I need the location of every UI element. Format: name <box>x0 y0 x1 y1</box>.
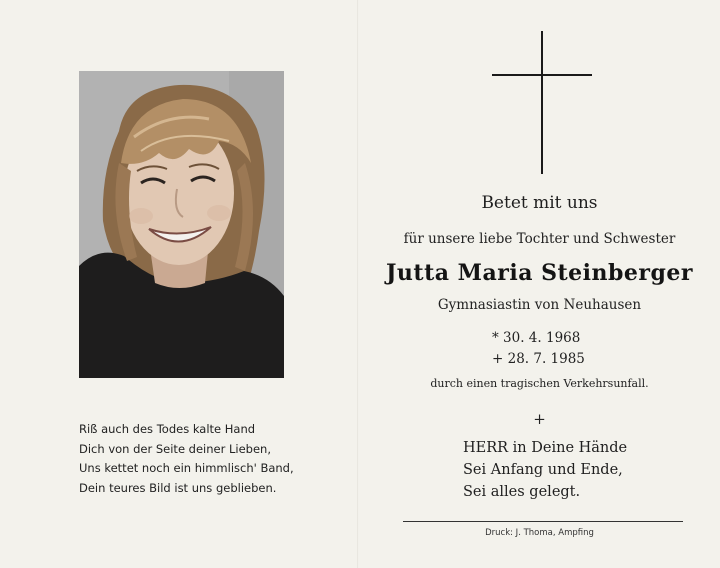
poem-line: Dich von der Seite deiner Lieben, <box>79 441 271 456</box>
right-panel <box>359 0 720 568</box>
cross-icon <box>492 31 592 174</box>
divider-line <box>403 521 683 522</box>
verse-line: Sei Anfang und Ende, <box>463 462 623 478</box>
small-cross-icon: + <box>533 410 546 428</box>
portrait-photo <box>79 71 284 378</box>
prayer-heading: Betet mit uns <box>481 193 598 213</box>
printer-credit: Druck: J. Thoma, Ampfing <box>485 528 594 538</box>
closing-verse <box>463 437 627 503</box>
left-panel <box>0 0 357 568</box>
memorial-poem <box>79 420 294 498</box>
verse-line: HERR in Deine Hände <box>463 440 628 456</box>
portrait-illustration <box>79 71 284 378</box>
poem-line: Riß auch des Todes kalte Hand <box>79 422 256 436</box>
deceased-name: Jutta Maria Steinberger <box>386 260 693 286</box>
poem-line: Dein teures Bild ist uns geblieben. <box>79 480 277 495</box>
verse-line: Sei alles gelegt. <box>463 484 581 500</box>
cause-of-death: durch einen tragischen Verkehrsunfall. <box>430 377 649 390</box>
cross-vertical-bar <box>541 31 543 174</box>
birth-date: * 30. 4. 1968 <box>492 330 581 346</box>
relation-text: für unsere liebe Tochter und Schwester <box>403 231 676 247</box>
poem-line: Uns kettet noch ein himmlisch' Band, <box>79 461 294 475</box>
cross-horizontal-bar <box>492 74 592 76</box>
life-dates <box>492 328 585 370</box>
occupation-text: Gymnasiastin von Neuhausen <box>437 297 642 313</box>
death-date: + 28. 7. 1985 <box>492 351 585 367</box>
